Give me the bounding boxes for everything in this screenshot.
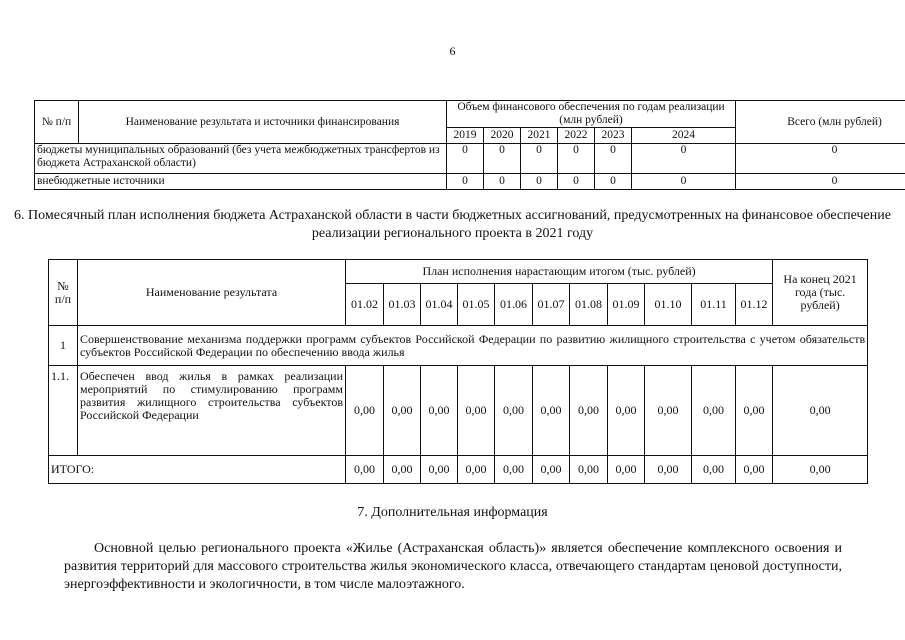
header-month: 01.06 [495, 284, 533, 326]
section-6-title-text: 6. Помесячный план исполнения бюджета Астраханской области в части бюджетных ассигнований, предусмотренных на финансовое обеспечение реализации регионального проекта в 2021 году [14, 208, 891, 241]
cell-value: 0,00 [533, 366, 570, 456]
cell-value: 0 [447, 174, 484, 190]
header-plan: План исполнения нарастающим итогом (тыс. рублей) [346, 260, 773, 284]
cell-value: 0 [632, 174, 736, 190]
header-total: Всего (млн рублей) [736, 101, 905, 144]
cell-value: 0 [595, 144, 632, 174]
cell-value: 0 [484, 144, 521, 174]
header-name: Наименование результата и источники финансирования [79, 101, 447, 144]
total-value: 0,00 [533, 456, 570, 484]
section-6-title [0, 207, 905, 243]
total-value: 0,00 [384, 456, 421, 484]
group-num: 1 [49, 326, 78, 366]
cell-value: 0 [521, 144, 558, 174]
header-month: 01.07 [533, 284, 570, 326]
header-month: 01.03 [384, 284, 421, 326]
row-num: 1.1. [49, 366, 78, 456]
header-num: № п/п [35, 101, 79, 144]
total-value: 0,00 [645, 456, 692, 484]
header-year: 2024 [632, 128, 736, 144]
group-text: Совершенствование механизма поддержки программ субъектов Российской Федерации по развитию жилищного строительства с учетом обязательств субъектов Российской Федерации по обеспечению ввода жилья [78, 326, 868, 366]
header-month: 01.04 [421, 284, 458, 326]
row-name: Обеспечен ввод жилья в рамках реализации мероприятий по стимулированию программ развития жилищного строительства субъектов Российской Федерации [78, 366, 346, 456]
header-end: На конец 2021 года (тыс. рублей) [773, 260, 868, 326]
cell-value: 0 [595, 174, 632, 190]
cell-total: 0 [736, 174, 905, 190]
total-end: 0,00 [773, 456, 868, 484]
header-month: 01.10 [645, 284, 692, 326]
total-value: 0,00 [736, 456, 773, 484]
header-month: 01.11 [692, 284, 736, 326]
page-number: 6 [449, 44, 456, 58]
row-name: внебюджетные источники [35, 174, 447, 190]
financing-table [34, 100, 905, 190]
cell-end: 0,00 [773, 366, 868, 456]
cell-value: 0,00 [608, 366, 645, 456]
cell-value: 0 [558, 144, 595, 174]
cell-value: 0,00 [421, 366, 458, 456]
table-row [49, 366, 868, 456]
total-value: 0,00 [570, 456, 608, 484]
header-year: 2023 [595, 128, 632, 144]
total-value: 0,00 [608, 456, 645, 484]
cell-value: 0,00 [736, 366, 773, 456]
total-value: 0,00 [692, 456, 736, 484]
total-value: 0,00 [495, 456, 533, 484]
table-row [49, 326, 868, 366]
cell-value: 0,00 [384, 366, 421, 456]
header-month: 01.09 [608, 284, 645, 326]
cell-value: 0 [521, 174, 558, 190]
cell-value: 0 [558, 174, 595, 190]
cell-value: 0 [484, 174, 521, 190]
cell-value: 0 [632, 144, 736, 174]
cell-value: 0,00 [495, 366, 533, 456]
header-volume: Объем финансового обеспечения по годам реализации (млн рублей) [447, 101, 736, 128]
table-row-total [49, 456, 868, 484]
total-value: 0,00 [421, 456, 458, 484]
cell-total: 0 [736, 144, 905, 174]
cell-value: 0,00 [645, 366, 692, 456]
header-month: 01.08 [570, 284, 608, 326]
header-month: 01.05 [458, 284, 495, 326]
additional-info-paragraph: Основной целью регионального проекта «Жилье (Астраханская область)» является обеспечение комплексного освоения и развития территорий для массового строительства жилья экономического класса, отвечающего стандартам ценовой доступности, энергоэффективности и экологичности, в том числе малоэтажного. [64, 541, 842, 592]
cell-value: 0,00 [570, 366, 608, 456]
header-name: Наименование результата [78, 260, 346, 326]
header-month: 01.02 [346, 284, 384, 326]
header-month: 01.12 [736, 284, 773, 326]
cell-value: 0,00 [692, 366, 736, 456]
section-7-title: 7. Дополнительная информация [357, 505, 548, 520]
total-value: 0,00 [346, 456, 384, 484]
header-year: 2019 [447, 128, 484, 144]
monthly-plan-table [48, 259, 868, 484]
header-year: 2022 [558, 128, 595, 144]
cell-value: 0 [447, 144, 484, 174]
row-name: бюджеты муниципальных образований (без учета межбюджетных трансфертов из бюджета Астраханской области) [35, 144, 447, 174]
header-num: № п/п [49, 260, 78, 326]
cell-value: 0,00 [346, 366, 384, 456]
header-year: 2021 [521, 128, 558, 144]
header-year: 2020 [484, 128, 521, 144]
total-label: ИТОГО: [49, 456, 346, 484]
table-row [35, 174, 905, 190]
total-value: 0,00 [458, 456, 495, 484]
table-row [35, 144, 905, 174]
cell-value: 0,00 [458, 366, 495, 456]
